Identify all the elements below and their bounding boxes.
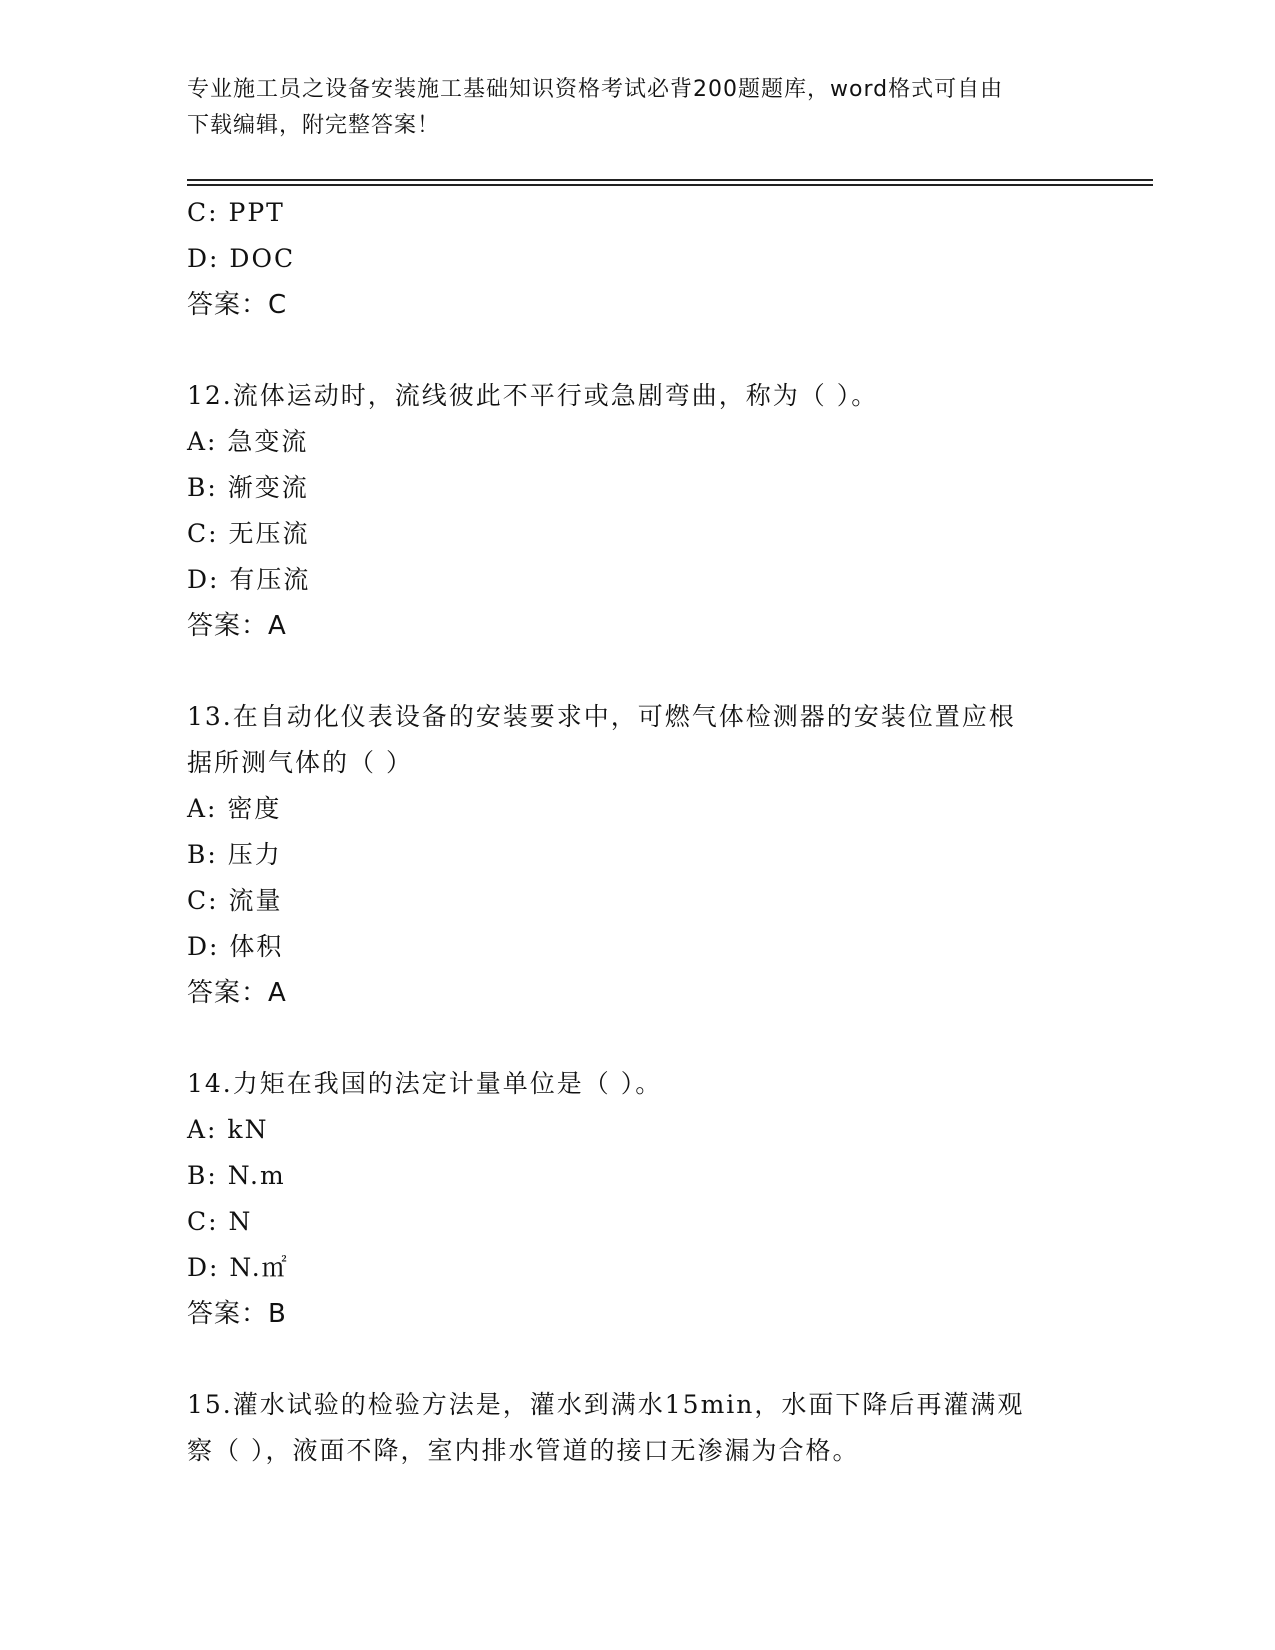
option-d: D: N.㎡ bbox=[187, 1253, 289, 1282]
option-a: A: 密度 bbox=[187, 794, 282, 823]
option-c: C: 无压流 bbox=[187, 519, 310, 548]
option-b: B: N.m bbox=[187, 1161, 286, 1190]
option-b: B: 压力 bbox=[187, 840, 282, 869]
question-11-tail bbox=[187, 190, 1107, 328]
question-text-line-2: 据所测气体的（ ） bbox=[187, 748, 413, 777]
option-a: A: kN bbox=[187, 1115, 269, 1144]
question-text: 12.流体运动时，流线彼此不平行或急剧弯曲，称为（ ）。 bbox=[187, 381, 879, 410]
option-c: C: 流量 bbox=[187, 886, 283, 915]
answer: 答案：A bbox=[187, 611, 287, 641]
spacer bbox=[187, 328, 1107, 373]
question-list bbox=[187, 190, 1107, 1474]
header-title-line-1: 专业施工员之设备安装施工基础知识资格考试必背200题题库，word格式可自由 bbox=[187, 77, 1004, 102]
option-a: A: 急变流 bbox=[187, 427, 309, 456]
header-title-line-2: 下载编辑，附完整答案！ bbox=[187, 113, 441, 138]
question-text-line-1: 13.在自动化仪表设备的安装要求中，可燃气体检测器的安装位置应根 bbox=[187, 702, 1016, 731]
option-d: D: 有压流 bbox=[187, 565, 311, 594]
document-header bbox=[187, 72, 1087, 144]
header-divider-bottom bbox=[187, 184, 1153, 186]
answer: 答案：A bbox=[187, 978, 287, 1008]
option-c: C: N bbox=[187, 1207, 253, 1236]
option-d: D: 体积 bbox=[187, 932, 284, 961]
question-text-line-2: 察（ ），液面不降，室内排水管道的接口无渗漏为合格。 bbox=[187, 1436, 860, 1465]
answer: 答案：C bbox=[187, 290, 288, 320]
question-14 bbox=[187, 1061, 1107, 1337]
option-b: B: 渐变流 bbox=[187, 473, 309, 502]
spacer bbox=[187, 1016, 1107, 1061]
spacer bbox=[187, 1337, 1107, 1382]
header-divider-top bbox=[187, 179, 1153, 181]
question-text-line-1: 15.灌水试验的检验方法是，灌水到满水15min，水面下降后再灌满观 bbox=[187, 1390, 1025, 1419]
question-12 bbox=[187, 373, 1107, 649]
question-13 bbox=[187, 694, 1107, 1016]
spacer bbox=[187, 649, 1107, 694]
question-text: 14.力矩在我国的法定计量单位是（ ）。 bbox=[187, 1069, 663, 1098]
option-d: D: DOC bbox=[187, 244, 296, 273]
answer: 答案：B bbox=[187, 1299, 287, 1329]
question-15 bbox=[187, 1382, 1107, 1474]
option-c: C: PPT bbox=[187, 198, 285, 227]
